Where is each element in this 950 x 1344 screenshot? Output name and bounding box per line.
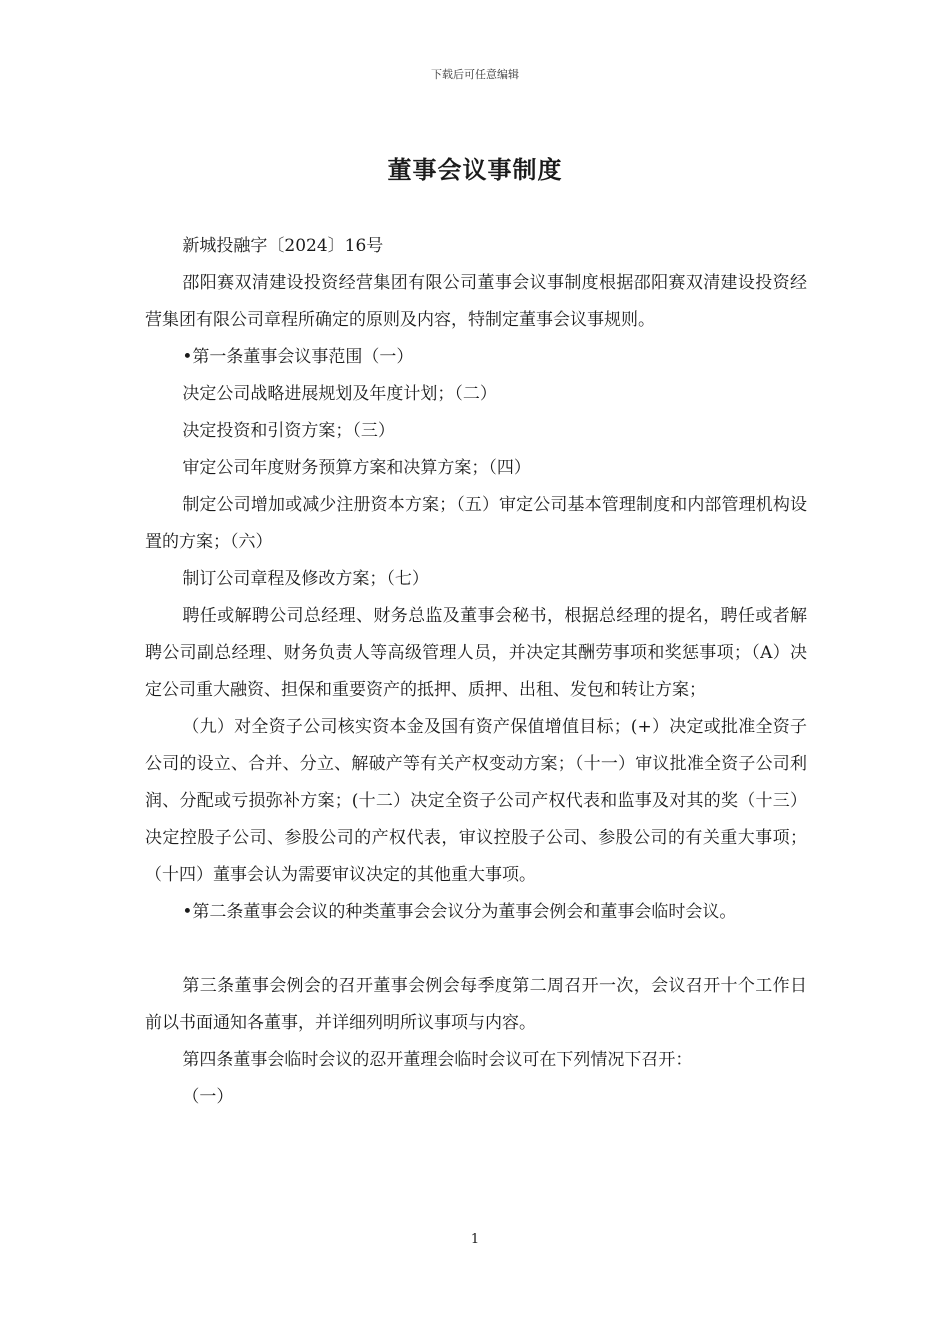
article-1-heading: •第一条董事会议事范围（一） xyxy=(182,347,414,367)
clause-item: 聘任或解聘公司总经理、财务总监及董事会秘书，根据总经理的提名，聘任或者解聘公司副总经理、财务负责人等高级管理人员，并决定其酬劳事项和奖惩事项；（A）决定公司重大融资、担保和重要资产的抵押、质押、出租、发包和转让方案； xyxy=(145,606,807,700)
header-note: 下载后可任意编辑 xyxy=(431,68,519,81)
clause-item: 决定投资和引资方案；（三） xyxy=(182,421,395,441)
document-title: 董事会议事制度 xyxy=(387,155,563,184)
clause-item: 制订公司章程及修改方案；（七） xyxy=(182,569,429,589)
article-3-paragraph: 第三条董事会例会的召开董事会例会每季度第二周召开一次，会议召开十个工作日前以书面通知各董事，并详细列明所议事项与内容。 xyxy=(145,976,807,1033)
clause-item: 制定公司增加或减少注册资本方案；（五）审定公司基本管理制度和内部管理机构设置的方案；（六） xyxy=(145,495,807,552)
page-number: 1 xyxy=(470,1232,480,1247)
clause-item: （一） xyxy=(182,1087,234,1107)
article-2-paragraph: •第二条董事会会议的种类董事会会议分为董事会例会和董事会临时会议。 xyxy=(182,902,737,922)
document-body xyxy=(145,228,807,1116)
clause-item: 决定公司战略进展规划及年度计划；（二） xyxy=(182,384,497,404)
intro-paragraph: 邵阳赛双清建设投资经营集团有限公司董事会议事制度根据邵阳赛双清建设投资经营集团有限公司章程所确定的原则及内容，特制定董事会议事规则。 xyxy=(145,273,807,330)
article-4-paragraph: 第四条董事会临时会议的忍开董理会临时会议可在下列情况下召开： xyxy=(182,1050,693,1070)
document-number: 新城投融字〔2024〕16号 xyxy=(182,236,384,256)
clause-item: （九）对全资子公司核实资本金及国有资产保值增值目标；(+）决定或批准全资子公司的设立、合并、分立、解破产等有关产权变动方案；（十一）审议批准全资子公司利润、分配或亏损弥补方案；(十二）决定全资子公司产权代表和监事及对其的奖（十三）决定控股子公司、参股公司的产权代表，审议控股子公司、参股公司的有关重大事项；（十四）董事会认为需要审议决定的其他重大事项。 xyxy=(145,717,807,885)
clause-item: 审定公司年度财务预算方案和决算方案；（四） xyxy=(182,458,531,478)
